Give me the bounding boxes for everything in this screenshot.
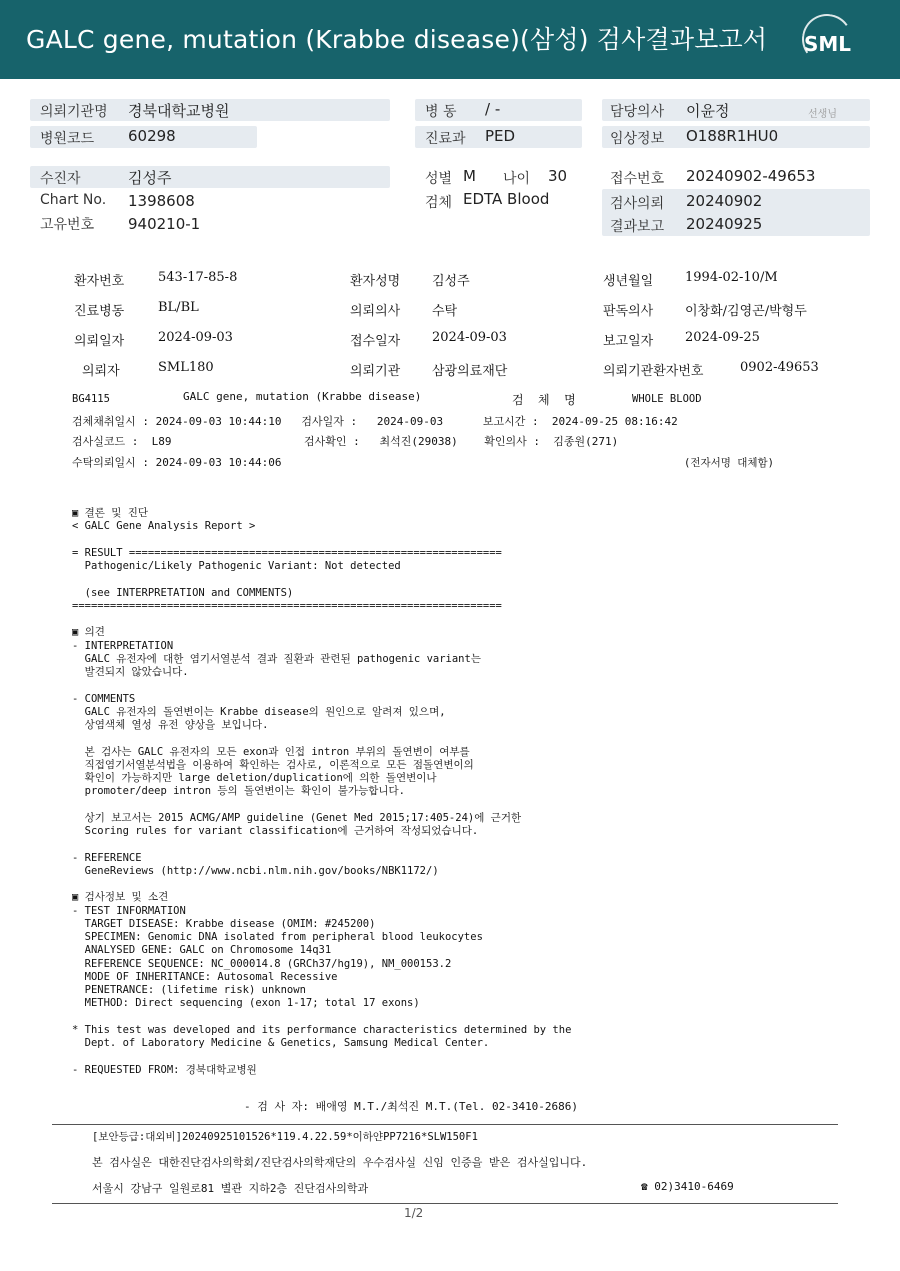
receipt-no-value: 20240902-49653 [686, 167, 816, 185]
request-date-label: 검사의뢰 [610, 196, 665, 212]
address-line: 서울시 강남구 일원로81 별관 지하2층 진단검사의학과 [92, 1182, 369, 1195]
report-line: - TEST INFORMATION [72, 904, 186, 917]
report-line: ▣ 결론 및 진단 [72, 507, 149, 519]
report-line: ANALYSED GENE: GALC on Chromosome 14q31 [72, 944, 332, 957]
report-line: PENETRANCE: (lifetime risk) unknown [72, 984, 306, 996]
patient-label: 수진자 [40, 171, 81, 187]
pb-label-3-1: 의뢰기관 [350, 364, 401, 379]
report-line [72, 573, 852, 586]
logo-text: SML [804, 32, 852, 56]
receipt-no-label: 접수번호 [610, 171, 665, 187]
report-line [72, 1011, 852, 1024]
report-line: * This test was developed and its performance characteristics determined by the [72, 1023, 572, 1036]
test-code: BG4115 [72, 393, 110, 405]
report-line [72, 838, 852, 851]
pb-value-0-1: 김성주 [432, 274, 470, 289]
report-date-value: 20240925 [686, 215, 763, 233]
clinical-info-label: 임상정보 [610, 131, 665, 147]
test-line-3: 수탁의뢰일시 : 2024-09-03 10:44:06 [72, 456, 282, 469]
report-title: GALC gene, mutation (Krabbe disease)(삼성) 검사결과보고서 [26, 25, 768, 54]
report-line [72, 1050, 852, 1063]
ward-value: / - [485, 100, 501, 118]
report-line: GALC 유전자에 대한 염기서열분석 결과 질환과 관련된 pathogenic variant는 [72, 652, 481, 665]
pb-value-0-0: 543-17-85-8 [158, 270, 238, 285]
report-line: Dept. of Laboratory Medicine & Genetics, Samsung Medical Center. [72, 1037, 490, 1049]
pb-value-1-1: 수탁 [432, 304, 458, 319]
doctor-label: 담당의사 [610, 104, 665, 120]
department-value: PED [485, 127, 516, 145]
pb-value-1-0: BL/BL [158, 300, 199, 315]
report-line: ▣ 의견 [72, 626, 105, 639]
report-line [72, 613, 852, 626]
report-line [72, 679, 852, 692]
pb-label-2-2: 보고일자 [603, 334, 654, 349]
report-line [72, 732, 852, 745]
patient-box [30, 166, 390, 188]
hospital-code-value: 60298 [128, 127, 176, 145]
specimen-name-label: 검 체 명 [512, 393, 576, 407]
pb-label-1-2: 판독의사 [603, 304, 654, 319]
clinical-info-value: O188R1HU0 [686, 127, 779, 145]
pb-label-0-1: 환자성명 [350, 274, 401, 289]
report-line [72, 534, 852, 547]
report-line: SPECIMEN: Genomic DNA isolated from peripheral blood leukocytes [72, 931, 483, 943]
pb-label-2-0: 의뢰일자 [74, 334, 125, 349]
chart-no-label: Chart No. [40, 192, 107, 208]
pb-value-2-2: 2024-09-25 [685, 330, 760, 345]
pb-value-2-1: 2024-09-03 [432, 330, 507, 345]
report-line: METHOD: Direct sequencing (exon 1-17; total 17 exons) [72, 997, 420, 1010]
pb-label-1-1: 의뢰의사 [350, 304, 401, 319]
pb-label-0-0: 환자번호 [74, 274, 125, 289]
report-line: 직접염기서열분석법을 이용하여 확인하는 검사로, 이론적으로 모든 점돌연변이의 [72, 758, 474, 771]
test-name: GALC gene, mutation (Krabbe disease) [183, 390, 422, 403]
department-label: 진료과 [425, 131, 466, 147]
report-line: = RESULT =========================================================== [72, 546, 502, 559]
unique-no-value: 940210-1 [128, 215, 201, 233]
unique-no-label: 고유번호 [40, 217, 95, 233]
certification-line: 본 검사실은 대한진단검사의학회/진단검사의학재단의 우수검사실 신임 인증을 받은 검사실입니다. [92, 1156, 588, 1169]
pb-value-3-0: SML180 [158, 360, 214, 375]
pb-label-1-0: 진료병동 [74, 304, 125, 319]
specimen-label: 검체 [425, 195, 453, 211]
examiner-line: - 검 사 자: 배애영 M.T./최석진 M.T.(Tel. 02-3410-2686) [244, 1100, 579, 1113]
pb-value-3-1: 삼광의료재단 [432, 364, 508, 379]
report-line [72, 799, 852, 812]
report-line: - REQUESTED FROM: 경북대학교병원 [72, 1063, 257, 1076]
pb-value-0-2: 1994-02-10/M [685, 270, 778, 285]
specimen-value: EDTA Blood [463, 190, 550, 208]
report-line: Scoring rules for variant classification에 근거하여 작성되었습니다. [72, 825, 479, 837]
report-line: Pathogenic/Likely Pathogenic Variant: Not detected [72, 560, 401, 572]
report-header [0, 0, 900, 79]
report-line: ==================================================================== [72, 599, 502, 612]
report-line: < GALC Gene Analysis Report > [72, 520, 256, 533]
phone-line: ☎ 02)3410-6469 [641, 1180, 734, 1193]
pb-label-3-0: 의뢰자 [82, 364, 120, 379]
security-line: [보안등급:대외비]20240925101526*119.4.22.59*이하얀PP7216*SLW150F1 [92, 1131, 478, 1143]
ward-label: 병 동 [425, 104, 457, 120]
doctor-value: 이윤정 [686, 102, 730, 120]
doctor-suffix: 선생님 [808, 109, 837, 120]
report-line: REFERENCE SEQUENCE: NC_000014.8 (GRCh37/hg19), NM_000153.2 [72, 957, 452, 970]
report-line: GeneReviews (http://www.ncbi.nlm.nih.gov/books/NBK1172/) [72, 864, 439, 877]
pb-label-3-2: 의뢰기관환자번호 [603, 364, 704, 379]
report-line [72, 878, 852, 891]
sex-label: 성별 [425, 171, 453, 187]
report-line: 확인이 가능하지만 large deletion/duplication에 의한 돌연변이나 [72, 772, 437, 784]
institution-label: 의뢰기관명 [40, 104, 108, 120]
report-line: MODE OF INHERITANCE: Autosomal Recessive [72, 970, 338, 983]
report-line: 본 검사는 GALC 유전자의 모든 exon과 인접 intron 부위의 돌연변이 여부를 [72, 745, 470, 758]
report-line: 상기 보고서는 2015 ACMG/AMP guideline (Genet Med 2015;17:405-24)에 근거한 [72, 811, 522, 824]
report-body [72, 507, 852, 1077]
sml-logo [800, 14, 852, 64]
report-line: TARGET DISEASE: Krabbe disease (OMIM: #245200) [72, 917, 376, 930]
report-line: 상염색체 열성 유전 양상을 보입니다. [72, 719, 269, 731]
footer-bottom-rule [52, 1203, 838, 1204]
age-label: 나이 [503, 171, 531, 187]
report-line: 발견되지 않았습니다. [72, 666, 189, 678]
pb-value-2-0: 2024-09-03 [158, 330, 233, 345]
report-line: ▣ 검사정보 및 소견 [72, 891, 169, 904]
chart-no-value: 1398608 [128, 192, 195, 210]
esign-note: (전자서명 대체함) [684, 457, 774, 469]
report-line: - REFERENCE [72, 851, 142, 864]
footer-top-rule [52, 1124, 838, 1125]
test-line-1: 검체채취일시 : 2024-09-03 10:44:10 검사일자 : 2024-09-03 보고시간 : 2024-09-25 08:16:42 [72, 415, 678, 428]
report-line: promoter/deep intron 등의 돌연변이는 확인이 불가능합니다. [72, 785, 405, 798]
sex-value: M [463, 167, 476, 185]
patient-value: 김성주 [128, 169, 172, 187]
report-line: (see INTERPRETATION and COMMENTS) [72, 586, 294, 599]
report-line: - INTERPRETATION [72, 639, 174, 652]
specimen-name-value: WHOLE BLOOD [632, 393, 702, 405]
request-date-value: 20240902 [686, 192, 763, 210]
page-number: 1/2 [404, 1206, 424, 1220]
pb-label-0-2: 생년월일 [603, 274, 654, 289]
age-value: 30 [548, 167, 568, 185]
pb-label-2-1: 접수일자 [350, 334, 401, 349]
hospital-code-label: 병원코드 [40, 131, 95, 147]
institution-value: 경북대학교병원 [128, 102, 230, 120]
report-line: - COMMENTS [72, 692, 136, 705]
pb-value-1-2: 이창화/김영곤/박형두 [685, 304, 807, 319]
report-date-label: 결과보고 [610, 219, 665, 235]
report-line: GALC 유전자의 돌연변이는 Krabbe disease의 원인으로 알려져 있으며, [72, 705, 446, 718]
test-line-2: 검사실코드 : L89 검사확인 : 최석진(29038) 확인의사 : 김종원(271) [72, 435, 619, 448]
pb-value-3-2: 0902-49653 [740, 360, 819, 375]
